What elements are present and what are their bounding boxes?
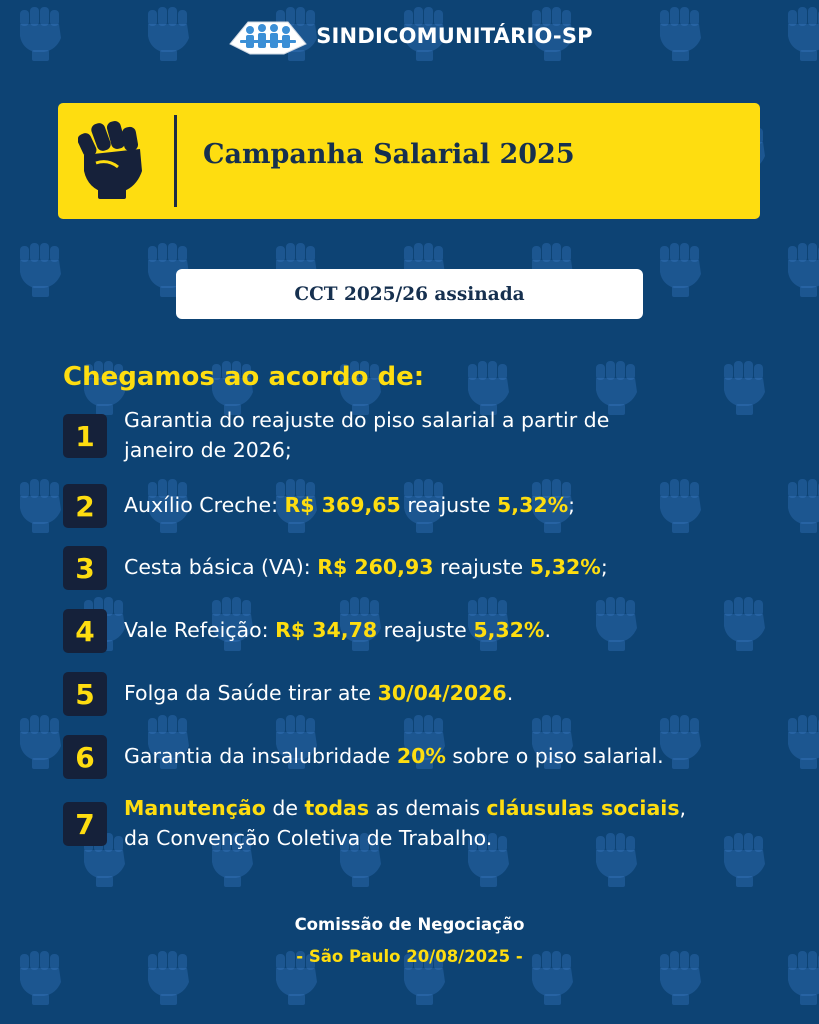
item-number-badge: 5 xyxy=(63,672,107,716)
item-number-badge: 3 xyxy=(63,546,107,590)
banner-divider xyxy=(174,115,177,207)
banner-title: Campanha Salarial 2025 xyxy=(203,139,575,170)
item-number-badge: 1 xyxy=(63,414,107,458)
campaign-banner xyxy=(58,103,760,219)
item-number-badge: 2 xyxy=(63,484,107,528)
item-number-badge: 7 xyxy=(63,802,107,846)
agreement-heading: Chegamos ao acordo de: xyxy=(63,362,425,392)
item-text: Vale Refeição: R$ 34,78 reajuste 5,32%. xyxy=(124,618,551,642)
union-logo-icon xyxy=(226,14,308,58)
item-number-badge: 4 xyxy=(63,609,107,653)
item-text: Auxílio Creche: R$ 369,65 reajuste 5,32%; xyxy=(124,493,576,517)
item-text: Cesta básica (VA): R$ 260,93 reajuste 5,32%; xyxy=(124,555,608,579)
committee-signature: Comissão de Negociação xyxy=(294,915,525,934)
brand-name: SINDICOMUNITÁRIO-SP xyxy=(316,24,593,48)
cct-signed-label: CCT 2025/26 assinada xyxy=(176,269,643,319)
place-date: - São Paulo 20/08/2025 - xyxy=(296,947,523,966)
item-text: Garantia da insalubridade 20% sobre o piso salarial. xyxy=(124,744,664,768)
brand-header xyxy=(0,14,819,58)
item-number-badge: 6 xyxy=(63,735,107,779)
raised-fist-icon xyxy=(78,119,146,199)
item-text: Garantia do reajuste do piso salarial a partir de janeiro de 2026; xyxy=(124,408,610,462)
item-text: Folga da Saúde tirar ate 30/04/2026. xyxy=(124,681,514,705)
item-text: Manutenção de todas as demais cláusulas sociais, da Convenção Coletiva de Trabalho. xyxy=(124,796,687,850)
